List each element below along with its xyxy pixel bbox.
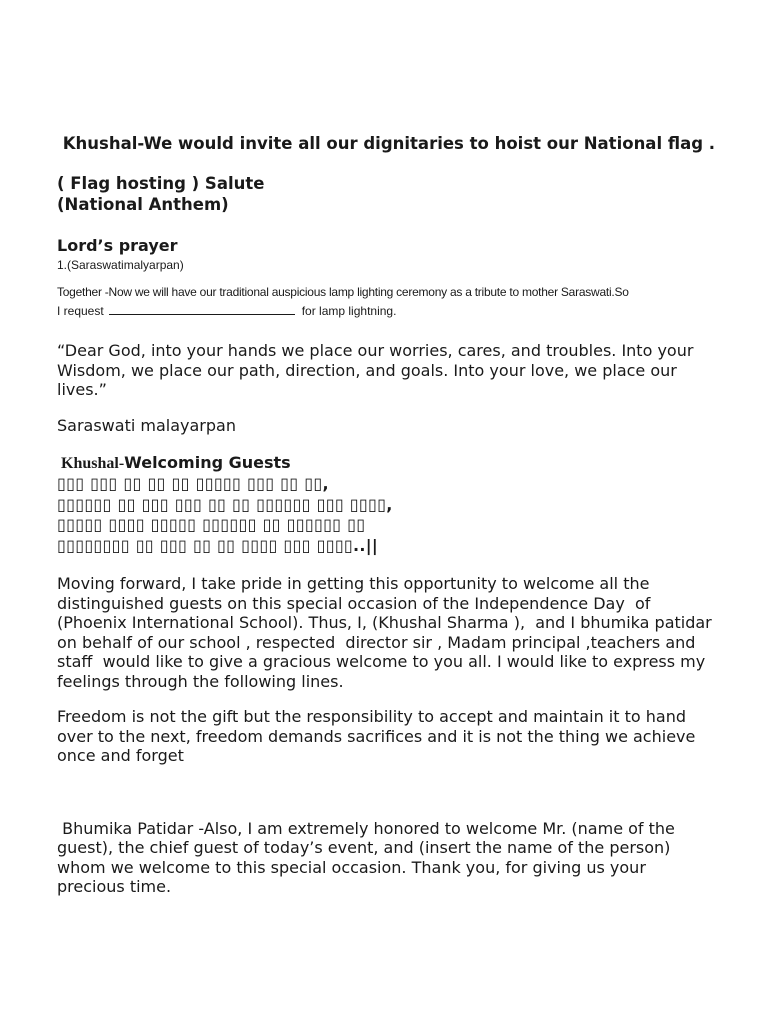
prayer-quote: “Dear God, into your hands we place our worries, cares, and troubles. Into your Wisdom, we place our path, direction, and goals. Into your love, we place our lives.” (57, 341, 694, 399)
bhumika-welcome-paragraph: Bhumika Patidar -Also, I am extremely honored to welcome Mr. (name of the guest), the chief guest of today’s event, and (insert the name of the person) whom we welcome to this special occasion. Thank you, for giving us your precious time. (57, 818, 680, 896)
hindi-verse-line-2: ▯▯▯▯▯▯ ▯▯ ▯▯▯ ▯▯▯ ▯▯ ▯▯ ▯▯▯▯▯▯ ▯▯▯ ▯▯▯▯, (57, 494, 393, 514)
hindi-verse-line-1: ▯▯▯ ▯▯▯ ▯▯ ▯▯ ▯▯ ▯▯▯▯▯ ▯▯▯ ▯▯ ▯▯, (57, 474, 329, 493)
welcoming-guests-heading (57, 453, 717, 474)
lords-prayer-heading: Lord’s prayer (57, 236, 178, 255)
lamp-request-prefix: I request (57, 304, 104, 318)
document-page (57, 133, 717, 897)
hindi-verse-line-3: ▯▯▯▯▯ ▯▯▯▯ ▯▯▯▯▯ ▯▯▯▯▯▯ ▯▯ ▯▯▯▯▯▯ ▯▯ (57, 515, 366, 534)
welcome-speaker: Khushal- (61, 455, 125, 472)
lamp-lighting-line-2 (57, 302, 717, 321)
moving-forward-paragraph: Moving forward, I take pride in getting this opportunity to welcome all the distinguished guests on this special occasion of the Independence Day of (Phoenix International School). Thus, I, (Khushal Sharma ), and I bhumika patidar on behalf of our school , respected director sir , Madam principal ,teachers and staff would like to give a gracious welcome to you all. I would like to express my feelings through the following lines. (57, 574, 717, 691)
freedom-paragraph: Freedom is not the gift but the responsibility to accept and maintain it to hand over to the next, freedom demands sacrifices and it is not the thing we achieve once and forget (57, 707, 696, 765)
national-anthem-line: (National Anthem) (57, 195, 229, 214)
name-blank-line (109, 302, 295, 315)
saraswati-item-1: 1.(Saraswatimalyarpan) (57, 258, 184, 272)
saraswati-malayarpan: Saraswati malayarpan (57, 415, 236, 435)
hindi-verse (57, 474, 717, 556)
hindi-verse-line-4: ▯▯▯▯▯▯▯▯ ▯▯ ▯▯▯ ▯▯ ▯▯ ▯▯▯▯ ▯▯▯ ▯▯▯▯..|| (57, 535, 379, 555)
flag-hosting-line: ( Flag hosting ) Salute (57, 174, 265, 193)
lamp-lighting-line-1: Together -Now we will have our traditional auspicious lamp lighting ceremony as a tribute to mother Saraswati.So (57, 285, 629, 299)
lamp-request-suffix: for lamp lightning. (301, 304, 397, 318)
flag-invitation-line: Khushal-We would invite all our dignitaries to hoist our National flag . (57, 134, 716, 153)
welcome-title: Welcoming Guests (124, 453, 291, 472)
